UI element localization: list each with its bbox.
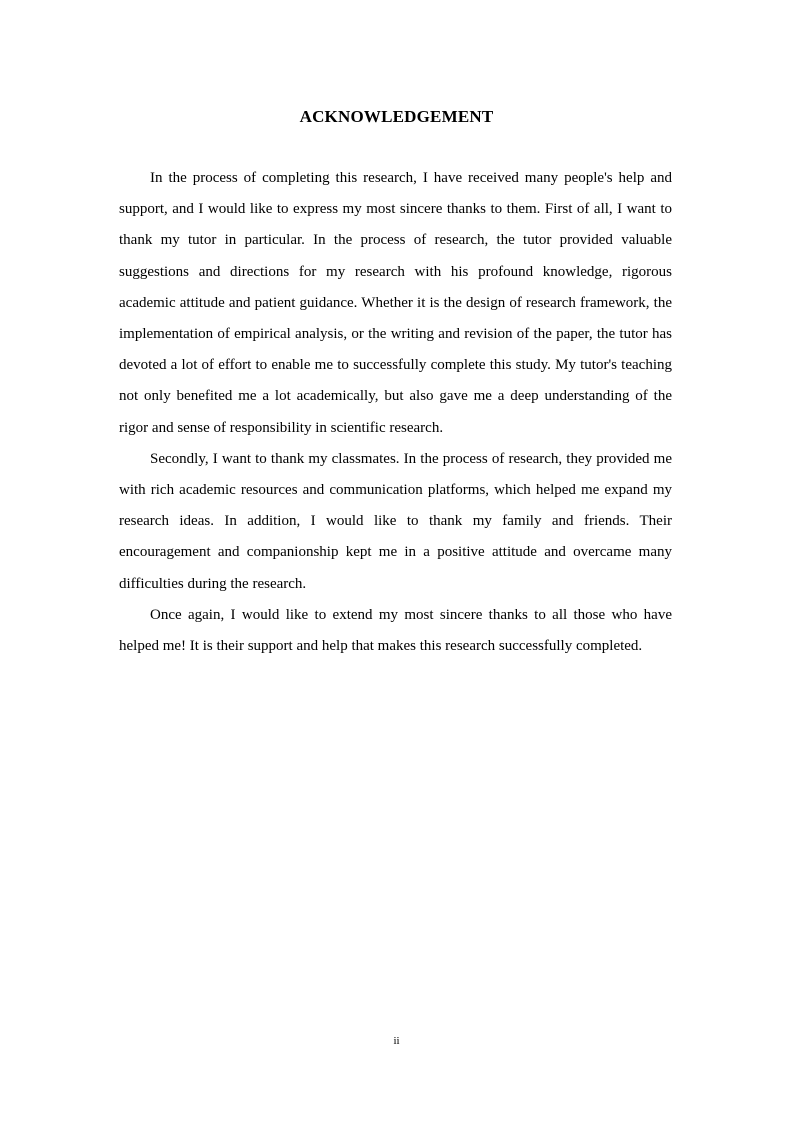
- acknowledgement-body: [119, 163, 672, 662]
- page-number: ii: [393, 1035, 400, 1047]
- paragraph-tutor-thanks: In the process of completing this research, I have received many people's help and support, and I would like to express my most sincere thanks to them. First of all, I want to thank my tutor in particular. In the process of research, the tutor provided valuable suggestions and directions for my research with his profound knowledge, rigorous academic attitude and patient guidance. Whether it is the design of research framework, the implementation of empirical analysis, or the writing and revision of the paper, the tutor has devoted a lot of effort to enable me to successfully complete this study. My tutor's teaching not only benefited me a lot academically, but also gave me a deep understanding of the rigor and sense of responsibility in scientific research.: [119, 170, 672, 436]
- paragraph-classmates-family-thanks: Secondly, I want to thank my classmates. In the process of research, they provided me with rich academic resources and communication platforms, which helped me expand my research ideas. In addition, I would like to thank my family and friends. Their encouragement and companionship kept me in a positive attitude and overcame many difficulties during the research.: [119, 450, 672, 592]
- paragraph-closing-thanks: Once again, I would like to extend my most sincere thanks to all those who have helped me! It is their support and help that makes this research successfully completed.: [119, 606, 672, 655]
- page-title: ACKNOWLEDGEMENT: [299, 107, 494, 126]
